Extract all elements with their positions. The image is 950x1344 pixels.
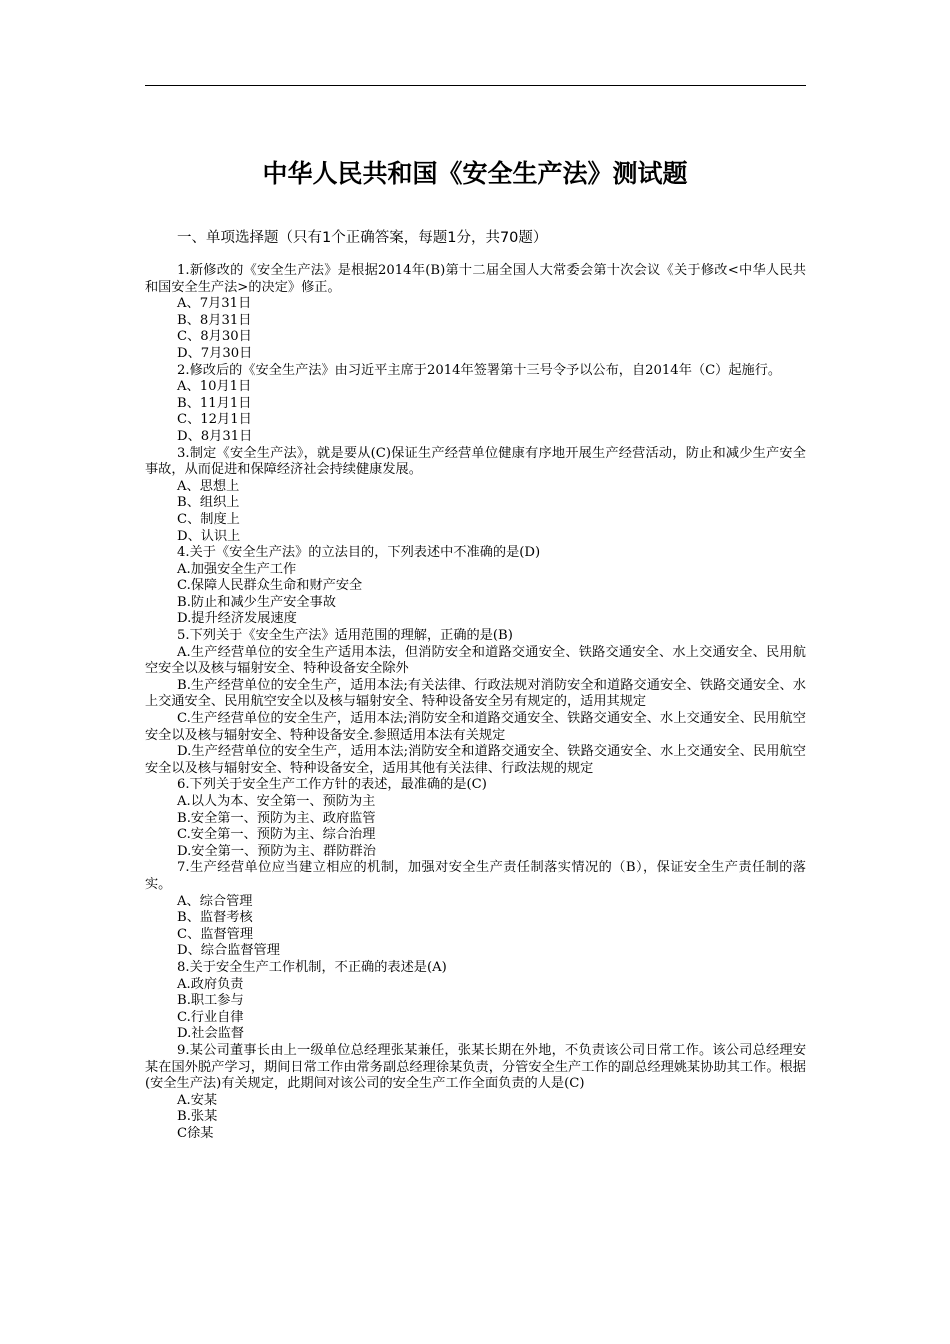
- question-line: D、8月31日: [177, 428, 253, 444]
- question-line: 8.关于安全生产工作机制，不正确的表述是(A): [177, 959, 447, 975]
- question-line: D.生产经营单位的安全生产，适用本法;消防安全和道路交通安全、铁路交通安全、水上交通安全、民用航空安全以及核与辐射安全、特种设备安全，适用其他有关法律、行政法规的规定: [145, 744, 806, 776]
- question-list: [145, 263, 806, 1142]
- question-line: C、监督管理: [177, 926, 254, 942]
- question-line: B、8月31日: [177, 312, 252, 328]
- question-line: B.安全第一、预防为主、政府监管: [177, 810, 376, 826]
- question-line: D.社会监督: [177, 1026, 245, 1042]
- question-line: A.生产经营单位的安全生产适用本法，但消防安全和道路交通安全、铁路交通安全、水上交通安全、民用航空安全以及核与辐射安全、特种设备安全除外: [145, 644, 806, 677]
- question-line: A.政府负责: [177, 976, 244, 992]
- question-line: 2.修改后的《安全生产法》由习近平主席于2014年签署第十三号令予以公布，自2014年（C）起施行。: [177, 362, 782, 378]
- question-line: C.行业自律: [177, 1009, 244, 1025]
- question-line: D、综合监督管理: [177, 943, 280, 959]
- question-line: B、11月1日: [177, 395, 252, 411]
- question-line: A、思想上: [177, 478, 240, 494]
- question-line: D.安全第一、预防为主、群防群治: [177, 843, 376, 859]
- question-line: 7.生产经营单位应当建立相应的机制，加强对安全生产责任制落实情况的（B），保证安全生产责任制的落实。: [145, 860, 806, 892]
- question-line: B、组织上: [177, 495, 240, 511]
- question-line: 3.制定《安全生产法》，就是要从(C)保证生产经营单位健康有序地开展生产经营活动，防止和减少生产安全事故，从而促进和保障经济社会持续健康发展。: [145, 445, 806, 478]
- question-line: A、7月31日: [177, 296, 252, 312]
- section-heading: 一、单项选择题（只有1个正确答案，每题1分，共70题）: [177, 230, 548, 246]
- question-line: 1.新修改的《安全生产法》是根据2014年(B)第十二届全国人大常委会第十次会议《关于修改<中华人民共和国安全生产法>的决定》修正。: [145, 263, 806, 295]
- question-line: A.以人为本、安全第一、预防为主: [177, 794, 376, 809]
- question-line: A、综合管理: [177, 893, 253, 909]
- question-line: A.安某: [177, 1092, 218, 1108]
- question-line: C.安全第一、预防为主、综合治理: [177, 827, 376, 843]
- question-line: D、认识上: [177, 528, 241, 544]
- question-line: B.生产经营单位的安全生产，适用本法;有关法律、行政法规对消防安全和道路交通安全、铁路交通安全、水上交通安全、民用航空安全以及核与辐射安全、特种设备安全另有规定的，适用其规定: [145, 677, 806, 710]
- document-title: 中华人民共和国《安全生产法》测试题: [262, 159, 688, 188]
- question-line: C.保障人民群众生命和财产安全: [177, 578, 363, 594]
- question-line: 5.下列关于《安全生产法》适用范围的理解，正确的是(B): [177, 628, 513, 644]
- question-line: 4.关于《安全生产法》的立法目的，下列表述中不准确的是(D): [177, 545, 541, 561]
- question-line: 6.下列关于安全生产工作方针的表述，最准确的是(C): [177, 777, 487, 793]
- question-line: C.生产经营单位的安全生产，适用本法;消防安全和道路交通安全、铁路交通安全、水上交通安全、民用航空安全以及核与辐射安全、特种设备安全.参照适用本法有关规定: [145, 711, 806, 743]
- question-line: C、12月1日: [177, 412, 252, 428]
- question-line: B、监督考核: [177, 910, 253, 926]
- question-line: B.张某: [177, 1109, 218, 1125]
- question-line: C、8月30日: [177, 329, 252, 345]
- question-line: B.职工参与: [177, 993, 244, 1009]
- question-line: C徐某: [177, 1125, 214, 1141]
- question-line: D、7月30日: [177, 345, 253, 361]
- question-line: B.防止和减少生产安全事故: [177, 594, 336, 610]
- question-line: D.提升经济发展速度: [177, 611, 297, 627]
- header-rule: [145, 85, 806, 86]
- question-line: 9.某公司董事长由上一级单位总经理张某兼任，张某长期在外地，不负责该公司日常工作。该公司总经理安某在国外脱产学习，期间日常工作由常务副总经理徐某负责，分管安全生产工作的副总经理姚某协助其工作。根据(安全生产法)有关规定，此期间对该公司的安全生产工作全面负责的人是(C): [145, 1042, 806, 1092]
- question-line: A.加强安全生产工作: [177, 561, 297, 577]
- question-line: A、10月1日: [177, 379, 252, 395]
- question-line: C、制度上: [177, 511, 240, 527]
